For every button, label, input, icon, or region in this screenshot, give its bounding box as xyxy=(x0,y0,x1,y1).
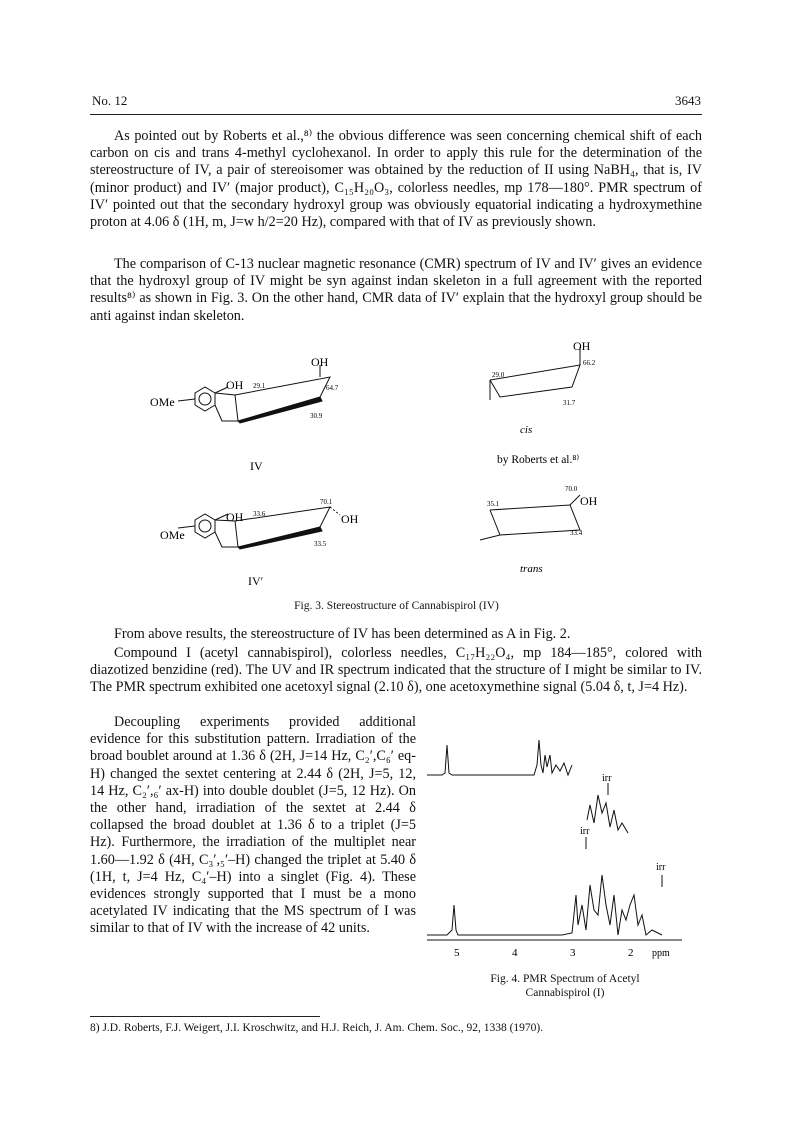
header-page-number: 3643 xyxy=(675,93,701,108)
trans-value-3: 33.4 xyxy=(570,529,583,537)
trans-label: trans xyxy=(520,563,543,575)
fig3-caption: Fig. 3. Stereostructure of Cannabispirol (IV) xyxy=(294,600,499,612)
ivp-benzene-ring xyxy=(195,514,215,538)
header-journal-number: No. 12 xyxy=(92,93,128,108)
ivp-oh-bond xyxy=(330,507,340,515)
ivp-value-1: 33.6 xyxy=(253,510,266,518)
tick-label-5: 5 xyxy=(454,947,460,959)
paragraph-2: The comparison of C-13 nuclear magnetic resonance (CMR) spectrum of IV and IV′ gives an evidence that the hydroxyl group of IV might be syn against indan skeleton in a full agreement with the reported results⁸⁾ as shown in Fig. 3. On the other hand, CMR data of IV′ explain that the hydroxyl group should be anti against indan skeleton. xyxy=(90,256,702,324)
iv-benzene-ring xyxy=(195,387,215,411)
ivp-cyclohexane-top xyxy=(235,507,330,527)
iv-ome: OMe xyxy=(150,395,175,409)
cis-value-2: 29.0 xyxy=(492,371,505,379)
trans-ring xyxy=(490,505,580,535)
fig4-caption xyxy=(430,972,700,1000)
ivp-bold-bond xyxy=(238,527,322,549)
ivp-label: IV′ xyxy=(248,574,264,588)
figure-4-pmr-spectrum xyxy=(422,735,704,965)
iv-cyclohexane-top xyxy=(235,377,330,397)
cis-ring xyxy=(490,365,580,397)
trans-oh: OH xyxy=(580,494,598,508)
iv-value-2: 64.7 xyxy=(326,384,339,392)
tick-label-2: 2 xyxy=(628,947,634,959)
iv-label: IV xyxy=(250,459,263,473)
ivp-ome: OMe xyxy=(160,528,185,542)
iv-oh-top: OH xyxy=(311,355,329,369)
ivp-cyclopentane xyxy=(215,520,238,547)
fig4-caption-line2: Cannabispirol (I) xyxy=(525,987,605,999)
paragraph-4: Compound I (acetyl cannabispirol), colorless needles, C₁₇H₂₂O₄, mp 184—185°, colored with diazotized benzidine (red). The UV and IR spectrum indicated that the structure of I might be similar to IV. The PMR spectrum exhibited one acetoxyl signal (2.10 δ), one acetoxymethine signal (5.04 δ, t, J=4 Hz). xyxy=(90,645,702,696)
trans-value-1: 70.0 xyxy=(565,485,578,493)
iv-oh-ring: OH xyxy=(226,378,244,392)
ivp-value-2: 70.1 xyxy=(320,498,333,506)
structure-iv xyxy=(178,365,330,423)
header-rule xyxy=(90,114,702,115)
paragraph-1: As pointed out by Roberts et al.,⁸⁾ the obvious difference was seen concerning chemical shift of each carbon on cis and trans 4-methyl cyclohexanol. In order to apply this rule for the determination of the stereostructure of IV, a pair of stereoisomer was obtained by the reduction of II using NaBH₄, that is, IV (minor product) and IV′ (major product), C₁₅H₂₀O₃, colorless needles, mp 178—180°. PMR spectrum of IV′ pointed out that the secondary hydroxyl group was obviously equatorial indicating a hydroxymethine proton at 4.06 δ (1H, m, J=w h/2=20 Hz), compared with that of IV as previously shown. xyxy=(90,128,702,231)
iv-ome-bond xyxy=(178,399,195,401)
cis-value-3: 31.7 xyxy=(563,399,576,407)
trans-left-bond xyxy=(480,535,500,540)
footnote-rule xyxy=(90,1016,320,1017)
spectrum-trace-1 xyxy=(427,740,572,775)
paragraph-5: Decoupling experiments provided additional evidence for this substitution pattern. Irradiation of the broad boublet around at 1.36 δ (2H, J=14 Hz, C₂′,C₆′ eq-H) changed the sextet centering at 2.44 δ (2H, J=5, 12, 14 Hz, C₂′,₆′ ax-H) into double doublet (J=5, 12 Hz). On the other hand, irradiation of the sextet at 2.44 δ collapsed the broad doublet at 1.36 δ to a triplet (J=5 Hz). Furthermore, the irradiation of the multiplet near 1.60—1.92 δ (4H, C₃′,₅′–H) changed the triplet at 5.40 δ (1H, t, J=4 Hz, C₄′–H) into a singlet (Fig. 4). These evidences strongly supported that I must be a mono acetylated IV indicating that the MS spectrum of I was similar to that of IV with the increase of 42 units. xyxy=(90,714,416,937)
irr-label-2: irr xyxy=(580,826,590,837)
trans-oh-bond xyxy=(570,495,580,505)
spectrum-trace-2 xyxy=(587,795,628,833)
irr-label-1: irr xyxy=(602,773,612,784)
cis-value-1: 66.2 xyxy=(583,359,596,367)
irr-label-3: irr xyxy=(656,862,666,873)
paragraph-3: From above results, the stereostructure of IV has been determined as A in Fig. 2. xyxy=(114,626,571,642)
iv-value-3: 30.9 xyxy=(310,412,323,420)
ppm-label: ppm xyxy=(652,948,670,959)
cis-label: cis xyxy=(520,424,533,436)
iv-value-1: 29.1 xyxy=(253,382,266,390)
footnote-8: 8) J.D. Roberts, F.J. Weigert, J.I. Kroschwitz, and H.J. Reich, J. Am. Chem. Soc., 92, 1338 (1970). xyxy=(90,1022,544,1034)
ivp-oh-ring: OH xyxy=(226,510,244,524)
spectrum-trace-3 xyxy=(427,875,662,935)
ivp-value-3: 33.5 xyxy=(314,540,327,548)
ivp-oh-right: OH xyxy=(341,512,359,526)
tick-label-4: 4 xyxy=(512,947,518,959)
iv-aromatic-circle xyxy=(199,393,211,405)
cis-oh: OH xyxy=(573,339,591,353)
ivp-aromatic-circle xyxy=(199,520,211,532)
roberts-ref: by Roberts et al.⁸⁾ xyxy=(497,454,580,466)
iv-cyclopentane xyxy=(215,393,238,421)
fig4-caption-line1: Fig. 4. PMR Spectrum of Acetyl xyxy=(490,973,640,985)
tick-label-3: 3 xyxy=(570,947,576,959)
trans-value-2: 35.1 xyxy=(487,500,500,508)
figure-3 xyxy=(140,335,660,615)
